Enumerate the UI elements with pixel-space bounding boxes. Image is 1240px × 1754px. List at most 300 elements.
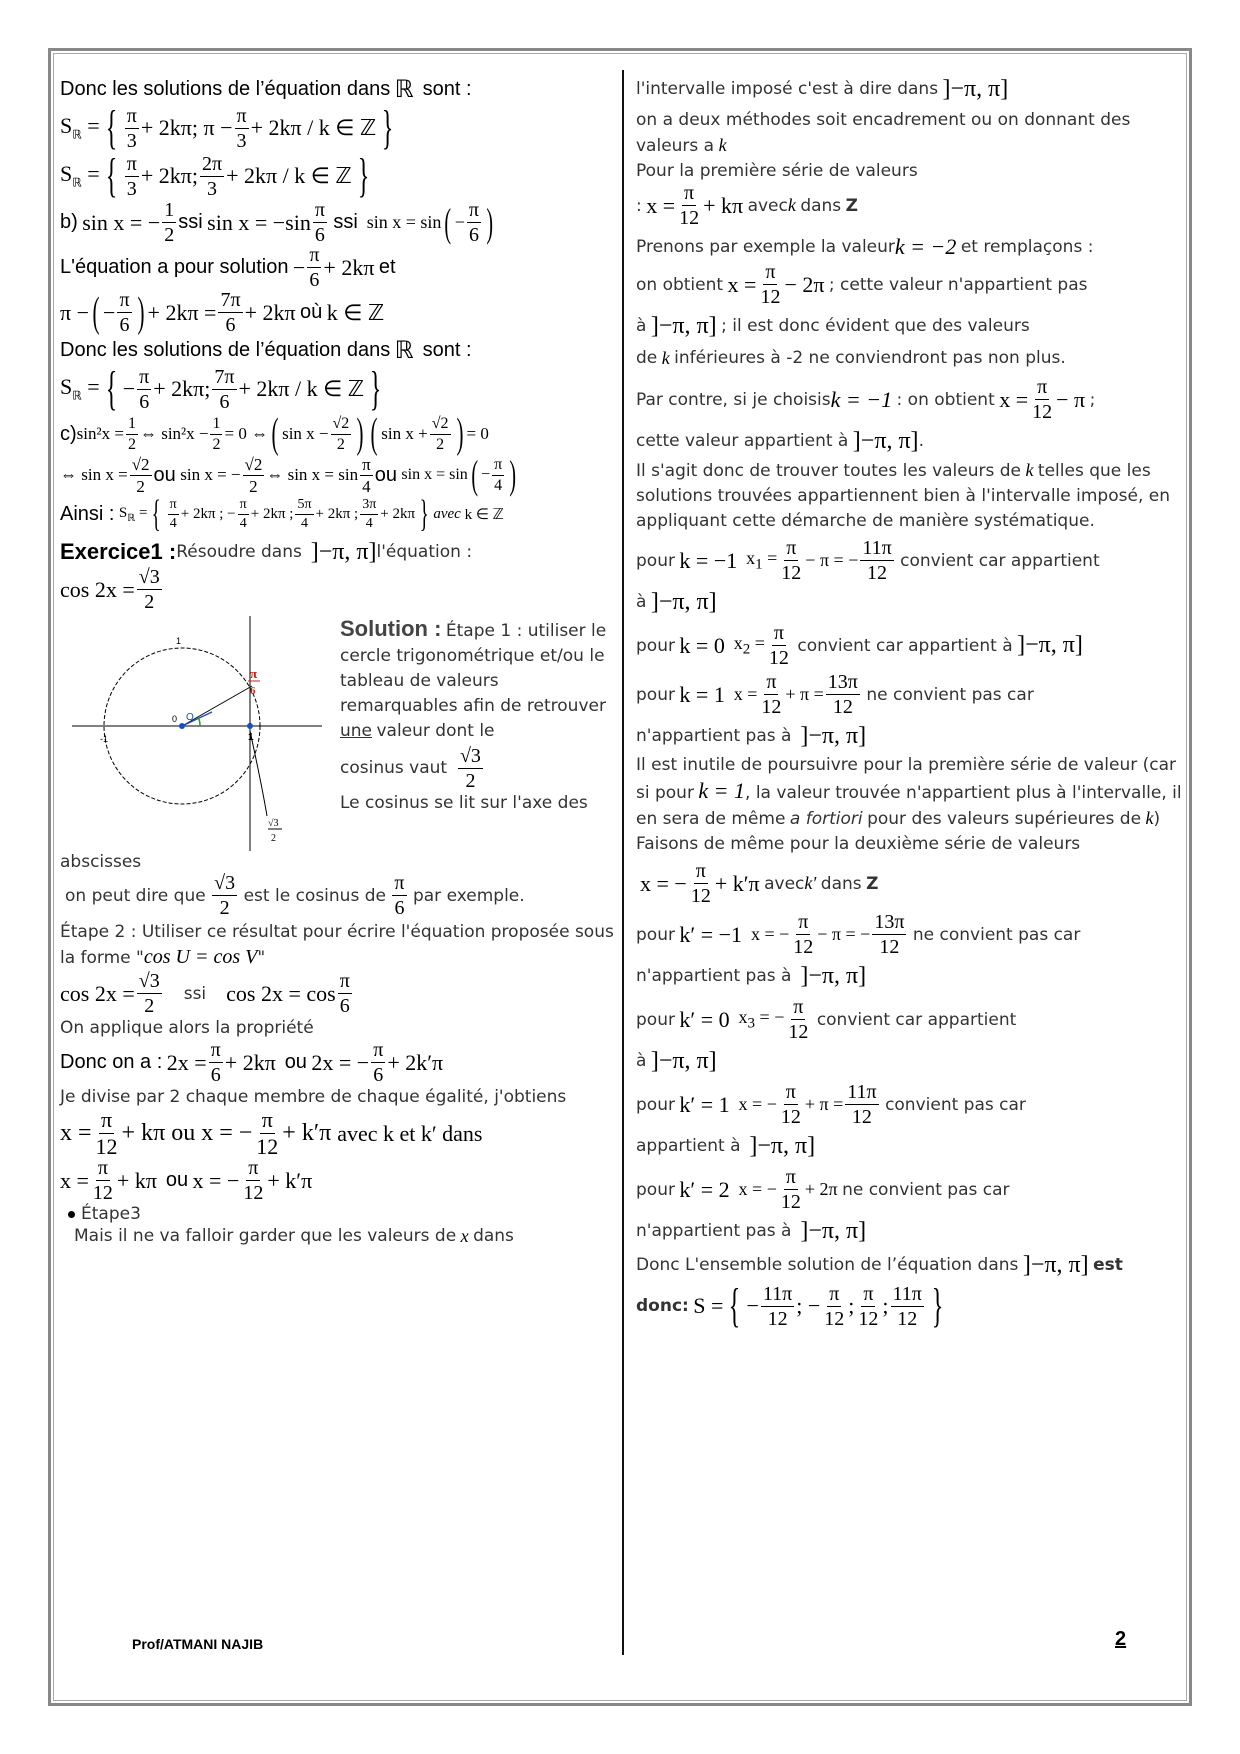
- frac: $\frac{\pi}{12}$: [761, 671, 782, 718]
- frac: $\frac{2\pi}{3}$: [201, 152, 223, 200]
- math: k: [1025, 460, 1034, 480]
- on-peut-dire-line: [60, 873, 615, 918]
- text: pour: [636, 1009, 675, 1030]
- text: Faisons de même pour la deuxième série de valeurs: [636, 834, 1081, 854]
- text: ssi: [178, 211, 203, 233]
- text: à: [636, 1051, 647, 1071]
- math: sin x = −sin: [207, 209, 311, 235]
- text: et: [378, 256, 396, 278]
- paren: (: [92, 289, 100, 336]
- r-line-4: [636, 183, 1184, 228]
- frac: $\frac{\pi}{12}$: [92, 1157, 113, 1204]
- frac: $\frac{\pi}{12}$: [690, 860, 711, 907]
- math: k ∈ ℤ: [460, 506, 504, 523]
- math: − π: [1056, 386, 1086, 412]
- frac: $\frac{\pi}{12}$: [243, 1157, 264, 1204]
- math: + 2k′π: [387, 1049, 444, 1075]
- paren: ): [509, 452, 517, 497]
- donc-on-a-line: [60, 1040, 615, 1085]
- math: k: [1145, 808, 1154, 828]
- math: k = 0: [679, 632, 725, 658]
- math: + 2kπ: [244, 299, 296, 325]
- text: :: [636, 195, 642, 216]
- r-prenons-line: [636, 232, 1184, 262]
- text: inférieures à -2 ne conviendront pas non plus.: [674, 348, 1066, 368]
- etape3-line: [60, 1203, 615, 1225]
- math: −: [292, 254, 306, 280]
- math: sin x = −: [82, 209, 161, 235]
- math: ⇔ sin x =: [60, 465, 128, 484]
- frac: $\frac{\pi}{12}$: [824, 1282, 845, 1330]
- math: ]−π, π]: [942, 75, 1009, 102]
- math: + π =: [804, 1094, 844, 1114]
- text: l'intervalle imposé c'est à dire dans: [636, 79, 939, 99]
- text: par exemple.: [412, 885, 525, 906]
- r-on-obtient-line: [636, 262, 1184, 307]
- math: k′ = 1: [679, 1091, 730, 1117]
- brace: }: [357, 149, 370, 202]
- text: : on obtient: [896, 389, 995, 410]
- text: avec k et k′ dans: [337, 1120, 483, 1146]
- math: x = −: [750, 924, 790, 944]
- math: k = 1: [679, 681, 725, 707]
- brace: {: [729, 1279, 741, 1332]
- part-b-solution: [60, 245, 615, 290]
- text: ou: [153, 463, 176, 486]
- frac: $\frac{√2}{2}$: [244, 454, 263, 496]
- math: sin²x =: [76, 424, 124, 443]
- frac: $\frac{\pi}{4}$: [494, 455, 503, 494]
- frac: $\frac{\pi}{6}$: [468, 199, 479, 246]
- math: + 2kπ: [323, 254, 375, 280]
- frac: $\frac{11\pi}{12}$: [762, 1282, 793, 1330]
- text: appartient à: [636, 1136, 741, 1156]
- text: pour: [636, 924, 675, 945]
- text: Résoudre dans: [176, 542, 302, 562]
- frac: $\frac{\pi}{12}$: [780, 1166, 801, 1213]
- text: abscisses: [60, 852, 142, 872]
- r-pour-k-0: [636, 623, 1184, 668]
- math: + kπ: [703, 192, 744, 218]
- paren: (: [271, 411, 279, 457]
- frac: $\frac{\pi}{12}$: [679, 182, 700, 229]
- frac: $\frac{\pi}{6}$: [314, 199, 325, 246]
- math: + 2kπ ;: [315, 505, 359, 522]
- frac: $\frac{\pi}{3}$: [126, 104, 137, 152]
- text: Prenons par exemple la valeur: [636, 237, 895, 257]
- text: ): [1153, 809, 1161, 829]
- frac: $\frac{\pi}{6}$: [210, 1039, 221, 1086]
- frac: $\frac{\pi}{12}$: [793, 911, 814, 958]
- math: ]−π, π]: [1022, 1251, 1089, 1278]
- math: + 2kπ ;: [250, 505, 294, 522]
- text: Donc les solutions de l’équation dans: [60, 338, 391, 361]
- divided-equation-line: [60, 1109, 615, 1158]
- frac: $\frac{7\pi}{6}$: [220, 289, 241, 336]
- part-b-solution-2: [60, 290, 615, 335]
- brace: {: [105, 101, 117, 154]
- math: + k′π: [267, 1167, 313, 1193]
- frac: $\frac{7\pi}{6}$: [214, 365, 235, 413]
- frac: $\frac{\pi}{3}$: [236, 104, 247, 152]
- math: ]−π, π]: [800, 722, 867, 749]
- math: + 2kπ; π −: [140, 115, 233, 140]
- text: a fortiori: [789, 809, 863, 829]
- text: dans: [473, 1226, 514, 1246]
- origin-point: [179, 723, 185, 729]
- math: ]−π, π]: [749, 1132, 816, 1159]
- frac: $\frac{√3}{2}$: [459, 745, 481, 792]
- text: sont :: [422, 77, 472, 100]
- text: ne convient pas car: [842, 1179, 1010, 1200]
- right-one-label: 1: [248, 732, 254, 743]
- text: ssi: [183, 983, 207, 1004]
- je-divise-line: [60, 1085, 615, 1109]
- math: −: [746, 1293, 759, 1318]
- math: + k′π: [282, 1120, 338, 1146]
- frac: $\frac{\pi}{3}$: [126, 152, 137, 200]
- frac: $\frac{\pi}{12}$: [760, 261, 781, 308]
- r-appartient-a: [636, 1131, 1184, 1161]
- math: ⇔ sin²x −: [139, 424, 209, 443]
- frac: $\frac{\pi}{12}$: [788, 996, 809, 1043]
- text: n'appartient pas à: [636, 1221, 792, 1241]
- text: On applique alors la propriété: [60, 1018, 314, 1038]
- cos-equation-line: [60, 971, 615, 1016]
- math: + 2kπ: [380, 505, 416, 522]
- math: ;: [848, 1293, 855, 1318]
- text: Il s'agit donc de trouver toutes les valeurs de: [636, 461, 1022, 481]
- frac: $\frac{\pi}{12}$: [780, 1081, 801, 1128]
- frac: $\frac{11\pi}{12}$: [862, 537, 892, 584]
- text: pour: [636, 684, 675, 705]
- math: k′ = −1: [679, 921, 743, 947]
- math: sin x = −: [180, 465, 241, 484]
- paren: (: [370, 411, 378, 457]
- sqrt3-label: √3: [268, 818, 279, 829]
- frac: $\frac{\pi}{6}$: [139, 365, 150, 413]
- real-set: ℝ: [394, 337, 414, 364]
- math: $S_ℝ$ =: [118, 504, 148, 524]
- page-number: 2: [1115, 1628, 1127, 1650]
- text: de: [636, 348, 658, 368]
- frac: $\frac{\pi}{12}$: [781, 537, 802, 584]
- text: Par contre, si je choisis: [636, 389, 831, 410]
- r-pour-kp-2: [636, 1167, 1184, 1212]
- abscisses-line: [60, 851, 615, 873]
- solution-set-2: [60, 149, 615, 202]
- math: cos 2x =: [60, 576, 135, 602]
- math: ]−π, π]: [852, 427, 919, 454]
- math: −: [454, 212, 465, 232]
- math: x =: [646, 192, 676, 218]
- r-donc-l-line: [636, 1250, 1184, 1280]
- math: −: [103, 299, 116, 325]
- r-pour-kp-1: [636, 1082, 1184, 1127]
- math: sin x +: [381, 424, 428, 443]
- math: $S_ℝ$ =: [60, 161, 100, 190]
- solution-set-3: [60, 362, 615, 415]
- text: dans: [820, 873, 862, 894]
- brace: }: [382, 101, 394, 154]
- text: Le cosinus se lit sur l'axe des: [340, 793, 588, 813]
- r-pour-kp-minus1: [636, 912, 1184, 957]
- frac: $\frac{\pi}{6}$: [309, 244, 320, 291]
- text: pour: [636, 550, 675, 571]
- real-set: ℝ: [394, 76, 414, 103]
- frac: $\frac{\pi}{6}$: [373, 1039, 384, 1086]
- math: x = −: [640, 870, 687, 896]
- text: l'équation :: [376, 542, 473, 562]
- text: Donc on a :: [60, 1051, 163, 1073]
- math: ]−π, π]: [650, 312, 717, 339]
- on-applique-line: [60, 1016, 615, 1040]
- math: k = −1: [679, 547, 738, 573]
- right-column: [636, 74, 1184, 1330]
- frac: $\frac{√2}{2}$: [431, 414, 449, 453]
- r-pour-kp-0: [636, 997, 1184, 1042]
- text: Il est inutile de poursuivre pour la première série de valeur (car si pour: [636, 755, 1177, 803]
- bullet-icon: [68, 1211, 75, 1218]
- text: convient pas car: [885, 1094, 1026, 1115]
- text: et remplaçons :: [960, 237, 1094, 257]
- math: = 0: [466, 424, 489, 443]
- math: ]−π, π]: [800, 1217, 867, 1244]
- r-pour-k-1: [636, 672, 1184, 717]
- intro-line-2: [60, 335, 615, 365]
- brace: {: [105, 149, 117, 202]
- frac: $\frac{1}{2}$: [127, 414, 136, 453]
- text: b): [60, 211, 78, 233]
- text: pour: [636, 635, 675, 656]
- frac: $\frac{11\pi}{12}$: [892, 1282, 922, 1330]
- math: + 2kπ =: [147, 299, 217, 325]
- text: à: [636, 592, 647, 612]
- frac: $\frac{√3}{2}$: [138, 970, 160, 1017]
- left-column: [60, 74, 615, 1247]
- math: + kπ: [116, 1167, 157, 1193]
- math: + 2kπ;: [140, 163, 198, 188]
- r-cette-valeur-line: [636, 426, 1184, 456]
- text: à: [636, 316, 647, 336]
- math: + 2kπ ; −: [180, 505, 236, 522]
- text: n'appartient pas à: [636, 966, 792, 986]
- text: est: [1093, 1255, 1123, 1275]
- text: ne convient pas car: [866, 684, 1034, 705]
- frac: $\frac{\pi}{6}$: [394, 872, 405, 919]
- frac: $\frac{5\pi}{4}$: [297, 496, 312, 531]
- math: ]−π, π]: [800, 962, 867, 989]
- math: ]−π, π]: [310, 538, 377, 565]
- brace: }: [931, 1279, 944, 1332]
- zero-label: 0: [172, 714, 178, 724]
- solution-text: [340, 616, 618, 816]
- text: une: [340, 721, 373, 741]
- text: pour: [636, 1179, 675, 1200]
- brace: {: [151, 493, 162, 535]
- text: ou: [284, 1051, 307, 1073]
- text: donc:: [636, 1296, 689, 1316]
- footer-author: Prof/ATMANI NAJIB: [132, 1636, 264, 1652]
- math: x = −: [192, 1167, 240, 1193]
- text: avec: [764, 873, 805, 894]
- math: $S_ℝ$ =: [60, 374, 100, 403]
- r-pour-k-minus1: [636, 538, 1184, 583]
- math: ]−π, π]: [1017, 632, 1083, 658]
- brace: }: [419, 493, 429, 535]
- paren: (: [444, 199, 452, 245]
- math: − π = −: [817, 924, 871, 944]
- math: + 2kπ / k ∈ ℤ: [250, 115, 377, 140]
- text: Z: [845, 195, 858, 216]
- math: sin x = sin: [401, 466, 468, 483]
- math: $x_3$ = −: [738, 1006, 785, 1032]
- paren: ): [456, 411, 464, 457]
- text: ; cette valeur n'appartient pas: [828, 274, 1088, 295]
- text: pour: [636, 1094, 675, 1115]
- math: + 2kπ / k ∈ ℤ: [238, 376, 365, 401]
- frac: $\frac{\pi}{6}$: [339, 970, 350, 1017]
- text: .: [918, 431, 924, 451]
- text: c): [60, 422, 77, 445]
- text: L'équation a pour solution: [60, 256, 289, 278]
- intro-line-1: [60, 74, 615, 104]
- math: ; −: [796, 1293, 821, 1318]
- math: k′: [804, 873, 817, 893]
- frac: $\frac{\pi}{12}$: [858, 1282, 879, 1330]
- math: ⇔ sin x = sin: [266, 465, 359, 484]
- text: Z: [866, 873, 879, 894]
- text: Mais il ne va falloir garder que les valeurs de: [74, 1226, 457, 1246]
- text: valeur dont le: [376, 721, 495, 741]
- text: Étape3: [81, 1204, 141, 1224]
- r-a-interval-1: [636, 587, 1184, 617]
- math: cos 2x =: [60, 980, 135, 1006]
- r-il-sagit-line: [636, 458, 1184, 534]
- text: Ainsi :: [60, 502, 115, 525]
- r-line-3: [636, 159, 1184, 183]
- brace: }: [369, 362, 382, 415]
- math: − π = −: [805, 550, 859, 570]
- text: on obtient: [636, 274, 724, 295]
- math: + 2kπ: [224, 1049, 276, 1075]
- math: − 2π: [784, 271, 825, 297]
- text: Donc L'ensemble solution de l’équation dans: [636, 1255, 1019, 1275]
- math: 2x = −: [311, 1049, 370, 1075]
- text: est le cosinus de: [243, 885, 386, 906]
- text: Pour la première série de valeurs: [636, 161, 918, 181]
- r-a-interval-2: [636, 1046, 1184, 1076]
- text: avec: [747, 195, 788, 216]
- math: x =: [60, 1120, 92, 1146]
- paren: ): [356, 411, 364, 457]
- part-c-line: [60, 413, 615, 455]
- pointer-line: [250, 731, 267, 816]
- text: Étape 1 : utiliser le cercle trigonométrique et/ou le tableau de valeurs remarquables afin de retrouver: [340, 621, 607, 716]
- ainsi-line: [60, 495, 615, 533]
- exercice-title-line: [60, 537, 615, 567]
- frac: $\frac{13\pi}{12}$: [874, 911, 905, 958]
- math: + 2kπ / k ∈ ℤ: [226, 163, 352, 188]
- math: k = −1: [830, 386, 893, 412]
- frac: $\frac{\pi}{12}$: [95, 1107, 118, 1159]
- frac: $\frac{√2}{2}$: [332, 414, 350, 453]
- r-nappartient-3: [636, 1216, 1184, 1246]
- math: k = −2: [894, 234, 957, 259]
- frac: $\frac{1}{2}$: [164, 199, 175, 246]
- text: Je divise par 2 chaque membre de chaque égalité, j'obtiens: [60, 1087, 567, 1107]
- r-nappartient-2: [636, 961, 1184, 991]
- math: cos U = cos V: [143, 946, 258, 968]
- part-c-line-2: [60, 452, 615, 497]
- solution-set-1: [60, 101, 615, 154]
- r-nappartient-1: [636, 721, 1184, 751]
- frac: $\frac{√3}{2}$: [138, 566, 160, 613]
- math: k = 1: [698, 778, 746, 803]
- text: cosinus vaut: [340, 758, 448, 778]
- paren: ): [486, 199, 493, 245]
- frac: $\frac{3\pi}{4}$: [362, 496, 377, 531]
- math: x = −: [738, 1179, 777, 1199]
- exercise-heading: Exercice1 :: [60, 539, 177, 564]
- r-a-line: [636, 311, 1184, 341]
- text: ;: [1089, 389, 1096, 410]
- o-label: O: [186, 712, 194, 723]
- column-divider: [622, 70, 624, 1655]
- math: k ∈ ℤ: [326, 299, 385, 325]
- frac: $\frac{13\pi}{12}$: [827, 671, 858, 718]
- math: k: [718, 135, 727, 155]
- text: ": [257, 948, 266, 968]
- math: k′ = 2: [679, 1176, 730, 1202]
- r-il-est-inutile: [636, 753, 1184, 857]
- etape2-line: [60, 920, 615, 971]
- solution-block: [60, 616, 615, 851]
- frac: $\frac{11\pi}{12}$: [847, 1081, 877, 1128]
- math: x = −: [738, 1094, 777, 1114]
- part-b-line: [60, 200, 615, 245]
- math: −: [481, 466, 491, 483]
- math: S =: [693, 1293, 724, 1318]
- math: x =: [727, 271, 757, 297]
- math: + 2π: [804, 1179, 838, 1199]
- math: + kπ ou x = −: [121, 1120, 253, 1146]
- math: ]−π, π]: [650, 588, 717, 615]
- brace: {: [105, 362, 117, 415]
- math: $x_2$ =: [733, 632, 765, 658]
- math: $S_ℝ$ =: [60, 113, 100, 142]
- frac: $\frac{\pi}{4}$: [169, 496, 177, 531]
- minus-one-label: -1: [100, 734, 109, 744]
- exercice-equation: [60, 567, 615, 612]
- math: + k′π: [714, 870, 760, 896]
- frac: $\frac{\pi}{4}$: [362, 454, 371, 496]
- math: x =: [999, 386, 1029, 412]
- divided-equation-line-2: [60, 1158, 615, 1203]
- r-second-series: [636, 861, 1184, 906]
- two-label: 2: [271, 833, 276, 844]
- math: = 0 ⇔: [224, 424, 269, 443]
- text: ; il est donc évident que des valeurs: [721, 316, 1030, 336]
- text: ou: [374, 463, 397, 486]
- solution-heading: Solution :: [340, 616, 442, 641]
- text: convient car appartient: [816, 1009, 1017, 1030]
- paren: (: [471, 452, 478, 497]
- top-one-label: 1: [176, 636, 182, 646]
- math: 2x =: [166, 1049, 207, 1075]
- text: ne convient pas car: [912, 924, 1081, 945]
- text: on peut dire que: [65, 885, 206, 906]
